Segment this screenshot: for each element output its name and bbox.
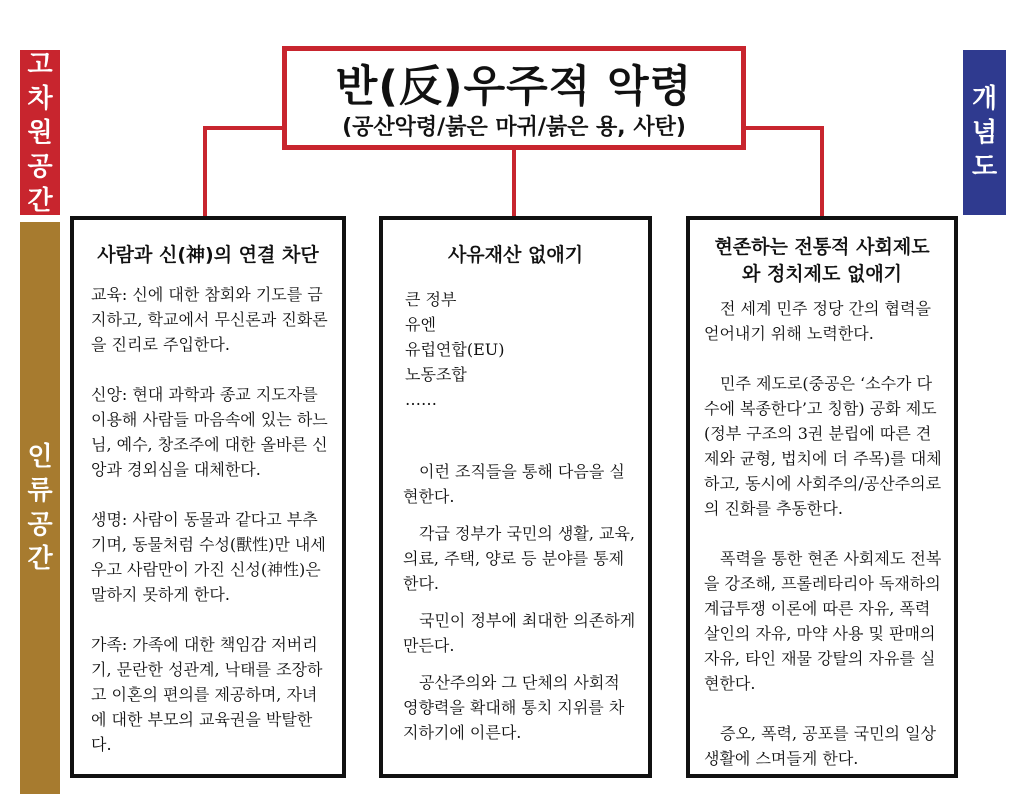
organization-list-item: 노동조합 — [405, 365, 467, 384]
human-space-text: 인 류 공 간 — [27, 442, 53, 574]
title-box — [282, 46, 746, 150]
column-3-title — [690, 234, 954, 288]
connector-right — [744, 128, 822, 218]
column-2-title: 사유재산 없애기 — [447, 244, 584, 266]
column-2-paragraph: 국민이 정부에 최대한 의존하게 만든다. — [403, 611, 636, 655]
organization-list-item: 유엔 — [405, 315, 436, 334]
column-2-paragraph: 각급 정부가 국민의 생활, 교육, 의료, 주택, 양로 등 분야를 통제한다. — [403, 524, 635, 593]
column-1-paragraph: 교육: 신에 대한 참회와 기도를 금지하고, 학교에서 무신론과 진화론을 진리로 주입한다. — [91, 285, 328, 354]
title-main: 반(反)우주적 악령 — [335, 62, 693, 112]
column-abolish-property — [379, 216, 652, 778]
organization-list-item: 큰 정부 — [405, 290, 457, 309]
column-3-title-line: 현존하는 전통적 사회제도 — [714, 236, 930, 258]
column-3-title-line: 와 정치제도 없애기 — [741, 263, 903, 285]
organization-list-item: …… — [405, 390, 437, 409]
concept-map-text: 개 념 도 — [971, 83, 998, 182]
column-3-paragraph: 전 세계 민주 정당 간의 협력을 얻어내기 위해 노력한다. — [704, 299, 931, 343]
column-1-paragraph: 신앙: 현대 과학과 종교 지도자를 이용해 사람들 마음속에 있는 하느님, 예수, 창조주에 대한 올바른 신앙과 경외심을 대체한다. — [91, 385, 328, 479]
column-3-paragraph: 증오, 폭력, 공포를 국민의 일상생활에 스며들게 한다. — [704, 724, 936, 768]
column-abolish-institutions — [686, 216, 958, 778]
column-3-paragraph: 민주 제도로(중공은 ‘소수가 다수에 복종한다’고 칭함) 공화 제도(정부 구조의 3권 분립에 따른 견제와 균형, 법치에 더 주목)를 대체하고, 동시에 사회주의/공산주의로의 진화를 추동한다. — [704, 374, 942, 518]
column-1-title: 사람과 신(神)의 연결 차단 — [97, 244, 319, 266]
column-1-paragraph: 가족: 가족에 대한 책임감 저버리기, 문란한 성관계, 낙태를 조장하고 이혼의 편의를 제공하며, 자녀에 대한 부모의 교육권을 박탈한다. — [91, 635, 323, 754]
column-2-paragraph: 공산주의와 그 단체의 사회적 영향력을 확대해 통치 지위를 차지하기에 이른다. — [403, 673, 625, 742]
organization-list-item: 유럽연합(EU) — [405, 340, 505, 359]
title-subtitle: (공산악령/붉은 마귀/붉은 용, 사탄) — [342, 115, 686, 140]
column-2-paragraph: 이런 조직들을 통해 다음을 실현한다. — [403, 462, 625, 506]
column-sever-connection — [70, 216, 346, 778]
column-1-paragraph: 생명: 사람이 동물과 같다고 부추기며, 동물처럼 수성(獸性)만 내세우고 사람만이 가진 신성(神性)은 말하지 못하게 한다. — [91, 510, 326, 604]
column-3-paragraph: 폭력을 통한 현존 사회제도 전복을 강조해, 프롤레타리아 독재하의 계급투쟁 이론에 따른 자유, 폭력 살인의 자유, 마약 사용 및 판매의 자유, 타인 재물 강탈의 자유를 실현한다. — [704, 549, 942, 693]
connector-left — [205, 128, 284, 218]
higher-space-text: 고 차 원 공 간 — [27, 49, 53, 216]
